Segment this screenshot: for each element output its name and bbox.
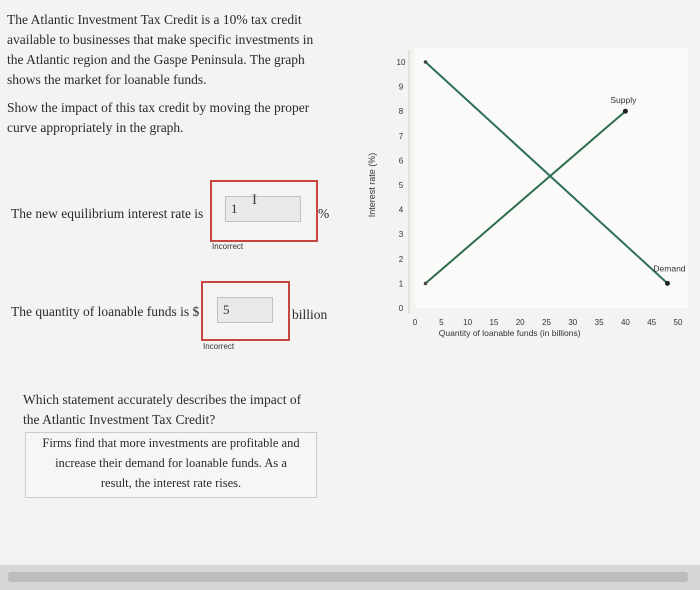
intro-line: the Atlantic region and the Gaspe Peninsula. The graph (7, 52, 305, 67)
answer-line: Firms find that more investments are profitable and (42, 436, 300, 450)
y-tick-label: 3 (398, 230, 404, 240)
series-startpoint-demand (424, 60, 428, 64)
q3-question (23, 390, 301, 430)
series-label-supply: Supply (610, 95, 637, 106)
x-tick-label: 30 (568, 318, 578, 327)
x-tick-label: 40 (620, 318, 630, 327)
interest-rate-input[interactable]: 1 (225, 196, 301, 222)
y-tick-label: 6 (398, 156, 404, 166)
y-tick-label: 9 (398, 82, 404, 92)
loanable-funds-graph[interactable] (360, 40, 700, 350)
intro-line: shows the market for loanable funds. (7, 72, 207, 87)
y-tick-label: 1 (398, 279, 404, 289)
answer-line: result, the interest rate rises. (100, 476, 242, 490)
y-tick-label: 8 (398, 107, 404, 117)
x-tick-label: 20 (515, 318, 525, 327)
series-endpoint-demand (665, 281, 670, 286)
x-tick-label: 5 (439, 318, 444, 327)
chart-svg[interactable] (360, 40, 700, 350)
q1-unit: % (318, 206, 330, 221)
x-tick-label: 35 (594, 318, 604, 327)
answer-line: increase their demand for loanable funds. As a (55, 456, 287, 470)
selected-answer-box[interactable] (25, 432, 317, 498)
x-tick-label: 25 (542, 318, 551, 327)
q3-question-line: Which statement accurately describes the impact of (23, 392, 302, 407)
y-tick-label: 4 (398, 205, 404, 215)
y-tick-label: 0 (398, 304, 404, 313)
q1-feedback: Incorrect (212, 242, 244, 251)
instruction-line: Show the impact of this tax credit by moving the proper (7, 100, 310, 115)
x-axis-title: Quantity of loanable funds (in billions) (438, 328, 581, 338)
series-endpoint-supply (623, 109, 628, 114)
y-tick-label: 7 (398, 131, 404, 141)
y-tick-label: 5 (398, 181, 404, 190)
horizontal-scrollbar[interactable] (8, 572, 688, 582)
q2-label: The quantity of loanable funds is $ (11, 304, 200, 319)
loanable-funds-input[interactable]: 5 (217, 297, 273, 323)
y-tick-label: 2 (398, 254, 404, 264)
x-tick-label: 15 (489, 318, 499, 327)
series-label-demand: Demand (653, 263, 686, 274)
instruction-line: curve appropriately in the graph. (7, 120, 184, 135)
q2-unit: billion (292, 307, 328, 322)
intro-text (7, 10, 313, 90)
x-tick-label: 0 (412, 318, 418, 327)
series-startpoint-supply (424, 282, 428, 286)
x-tick-label: 10 (463, 318, 473, 327)
intro-line: available to businesses that make specific investments in (7, 32, 314, 47)
x-tick-label: 50 (673, 318, 683, 327)
text-cursor-icon: I (252, 192, 257, 208)
y-tick-label: 10 (396, 58, 406, 67)
intro-line: The Atlantic Investment Tax Credit is a 10% tax credit (7, 12, 302, 27)
x-tick-label: 45 (647, 318, 657, 327)
q2-feedback: Incorrect (203, 342, 235, 351)
q1-label: The new equilibrium interest rate is (11, 206, 204, 221)
instruction-text (7, 98, 309, 138)
q3-question-line: the Atlantic Investment Tax Credit? (23, 412, 216, 427)
y-axis-title: Interest rate (%) (367, 152, 377, 218)
